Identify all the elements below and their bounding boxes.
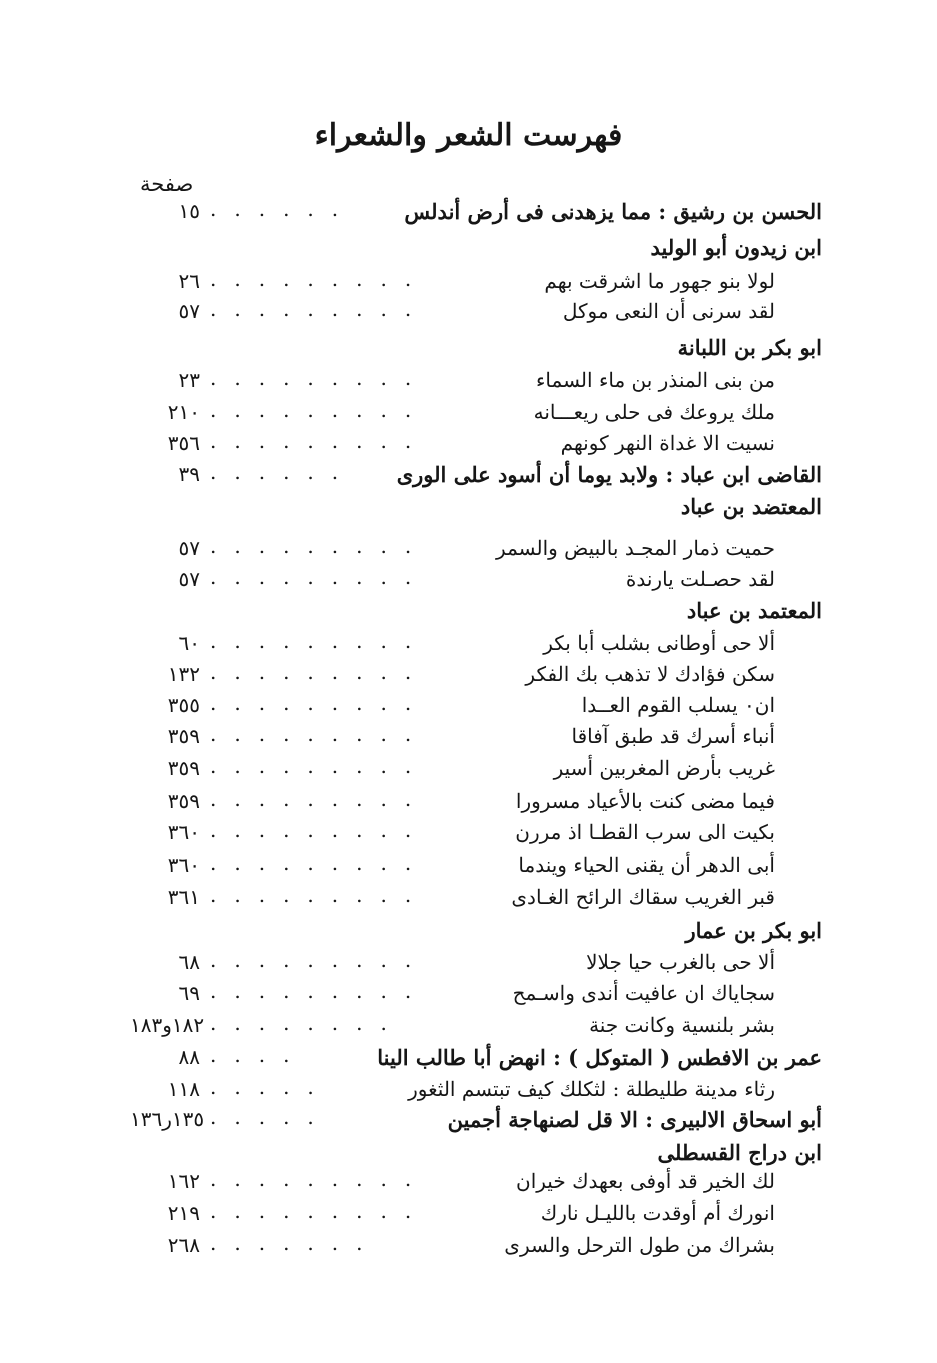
poet-heading: المعتضد بن عباد xyxy=(680,494,822,519)
dot-leader: ......... xyxy=(210,851,430,875)
index-entry-row xyxy=(0,1198,937,1231)
dot-leader: ......... xyxy=(210,297,430,321)
poem-first-line: نسيت الا غداة النهر كونهم xyxy=(560,431,775,455)
index-heading-row xyxy=(0,1104,937,1137)
poem-first-line: لك الخير قد أوفى بعهدك خيران xyxy=(516,1169,775,1193)
dot-leader: ......... xyxy=(210,366,430,390)
dot-leader: ......... xyxy=(210,629,430,653)
poem-first-line: ألا حى أوطانى بشلب أبا بكر xyxy=(543,631,775,655)
poem-first-line: لقد حصـلت يارندة xyxy=(625,567,775,591)
dot-leader: ..... xyxy=(210,1075,332,1099)
poem-first-line: لولا بنو جهور ما اشرقت بهم xyxy=(544,269,775,293)
index-heading-row xyxy=(0,595,937,628)
dot-leader: ......... xyxy=(210,883,430,907)
page-number: ١١٨ xyxy=(167,1077,200,1101)
page-number: ٣٥٩ xyxy=(167,724,200,748)
dot-leader: ......... xyxy=(210,754,430,778)
page-number: ٢١٠ xyxy=(167,400,200,424)
index-entry-row xyxy=(0,1166,937,1199)
index-entry-row xyxy=(0,628,937,661)
index-entry-row xyxy=(0,817,937,850)
index-entry-row xyxy=(0,850,937,883)
dot-leader: ......... xyxy=(210,722,430,746)
page-title: فهرست الشعر والشعراء xyxy=(314,118,623,153)
index-entry-row xyxy=(0,397,937,430)
dot-leader: ........ xyxy=(210,1011,405,1035)
index-heading-row xyxy=(0,491,937,524)
dot-leader: ......... xyxy=(210,534,430,558)
dot-leader: ......... xyxy=(210,818,430,842)
poem-first-line: ان٠ يسلب القوم العــدا xyxy=(581,693,775,717)
dot-leader: ......... xyxy=(210,429,430,453)
index-heading-row xyxy=(0,332,937,365)
page-number: ٦٠ xyxy=(178,631,200,655)
index-heading-row xyxy=(0,232,937,265)
page-number: ٢٣ xyxy=(178,368,200,392)
page-number: ٣٦٠ xyxy=(167,820,200,844)
index-entry-row xyxy=(0,659,937,692)
index-entry-row xyxy=(0,428,937,461)
page-number: ١٣٥ر١٣٦ xyxy=(130,1107,205,1131)
page-number: ٥٧ xyxy=(178,567,200,591)
page-number: ١٥ xyxy=(178,199,200,223)
dot-leader: ......... xyxy=(210,1167,430,1191)
index-heading-row xyxy=(0,459,937,492)
index-entry-row xyxy=(0,753,937,786)
page-number: ٣٥٩ xyxy=(167,789,200,813)
index-entry-row xyxy=(0,690,937,723)
page-number: ٣٥٩ xyxy=(167,756,200,780)
poem-first-line: رثاء مدينة طليطلة : لثكلك كيف تبتسم الثغور xyxy=(408,1077,775,1101)
poem-first-line: قبر الغريب سقاك الرائح الغـادى xyxy=(511,885,775,909)
poem-first-line: بكيت الى سرب القطـا اذ مررن xyxy=(515,820,775,844)
poet-heading: ابو بكر بن عمار xyxy=(685,918,822,943)
index-entry-row xyxy=(0,721,937,754)
index-heading-row xyxy=(0,196,937,229)
poet-heading: القاضى ابن عباد : ولابد يوما أن أسود على الورى xyxy=(396,462,822,487)
poem-first-line: فيما مضى كنت بالأعياد مسرورا xyxy=(515,789,775,813)
poet-heading: ابو بكر بن اللبانة xyxy=(677,335,822,360)
poem-first-line: سجاياك ان عافيت أندى واسـمح xyxy=(512,981,775,1005)
dot-leader: ......... xyxy=(210,691,430,715)
index-entry-row xyxy=(0,978,937,1011)
index-entry-row xyxy=(0,786,937,819)
page-number: ٣٦٠ xyxy=(167,853,200,877)
page-number: ١٨٢و١٨٣ xyxy=(130,1013,205,1037)
dot-leader: ......... xyxy=(210,398,430,422)
index-entry-row xyxy=(0,365,937,398)
dot-leader: ...... xyxy=(210,460,357,484)
index-entry-row xyxy=(0,296,937,329)
dot-leader: ......... xyxy=(210,660,430,684)
dot-leader: .... xyxy=(210,1043,308,1067)
page-number: ٢٦٨ xyxy=(167,1233,200,1257)
dot-leader: ......... xyxy=(210,787,430,811)
dot-leader: ......... xyxy=(210,1199,430,1223)
poem-first-line: بشراك من طول الترحل والسرى xyxy=(504,1233,775,1257)
poet-heading: ابن دراج القسطلى xyxy=(657,1140,822,1165)
index-entry-row xyxy=(0,533,937,566)
poet-heading: ابن زيدون أبو الوليد xyxy=(650,235,822,260)
poem-first-line: بشر بلنسية وكانت جنة xyxy=(589,1013,775,1037)
poem-first-line: حميت ذمار المجـد بالبيض والسمر xyxy=(496,536,775,560)
index-entry-row xyxy=(0,266,937,299)
page-number: ١٣٢ xyxy=(167,662,200,686)
index-entry-row xyxy=(0,1230,937,1263)
page-number: ٣٥٥ xyxy=(167,693,200,717)
page-number: ٥٧ xyxy=(178,299,200,323)
poet-heading: المعتمد بن عباد xyxy=(686,598,822,623)
dot-leader: ......... xyxy=(210,979,430,1003)
poem-first-line: أنباء أسرك قد طبق آفاقا xyxy=(571,724,775,748)
index-entry-row xyxy=(0,947,937,980)
page-number: ٢١٩ xyxy=(167,1201,200,1225)
poem-first-line: ملك يروعك فى حلى ريعـــانه xyxy=(533,400,775,424)
poem-first-line: ألا حى بالغرب حيا جلالا xyxy=(586,950,775,974)
page-number: ٣٩ xyxy=(178,462,200,486)
poem-first-line: سكن فؤادك لا تذهب بك الفكر xyxy=(525,662,775,686)
poet-heading: أبو اسحاق الالبيرى : الا قل لصنهاجة أجمين xyxy=(447,1107,822,1132)
page-number: ٣٦١ xyxy=(167,885,200,909)
index-entry-row xyxy=(0,1010,937,1043)
page-number: ٢٦ xyxy=(178,269,200,293)
index-heading-row xyxy=(0,1042,937,1075)
page-column-heading: صفحة xyxy=(140,172,194,196)
index-entry-row xyxy=(0,882,937,915)
page-number: ٨٨ xyxy=(178,1045,200,1069)
poem-first-line: غريب بأرض المغربين أسير xyxy=(553,756,775,780)
dot-leader: ...... xyxy=(210,197,357,221)
poet-heading: عمر بن الافطس ( المتوكل ) : انهض أبا طالب الينا xyxy=(377,1045,822,1070)
dot-leader: ....... xyxy=(210,1231,381,1255)
dot-leader: ......... xyxy=(210,948,430,972)
index-entry-row xyxy=(0,564,937,597)
dot-leader: ......... xyxy=(210,565,430,589)
index-entry-row xyxy=(0,1074,937,1107)
index-heading-row xyxy=(0,915,937,948)
poet-heading: الحسن بن رشيق : مما يزهدنى فى أرض أندلس xyxy=(404,199,822,224)
page-number: ٦٩ xyxy=(178,981,200,1005)
page-number: ٥٧ xyxy=(178,536,200,560)
poem-first-line: لقد سرنى أن النعى موكل xyxy=(562,299,775,323)
page-number: ٣٥٦ xyxy=(167,431,200,455)
poem-first-line: أبى الدهر أن يقنى الحياء ويندما xyxy=(518,853,775,877)
dot-leader: ......... xyxy=(210,267,430,291)
page-number: ١٦٢ xyxy=(167,1169,200,1193)
dot-leader: ..... xyxy=(210,1105,332,1129)
poem-first-line: انورك أم أوقدت بالليـل نارك xyxy=(540,1201,775,1225)
poem-first-line: من بنى المنذر بن ماء السماء xyxy=(536,368,775,392)
page-number: ٦٨ xyxy=(178,950,200,974)
